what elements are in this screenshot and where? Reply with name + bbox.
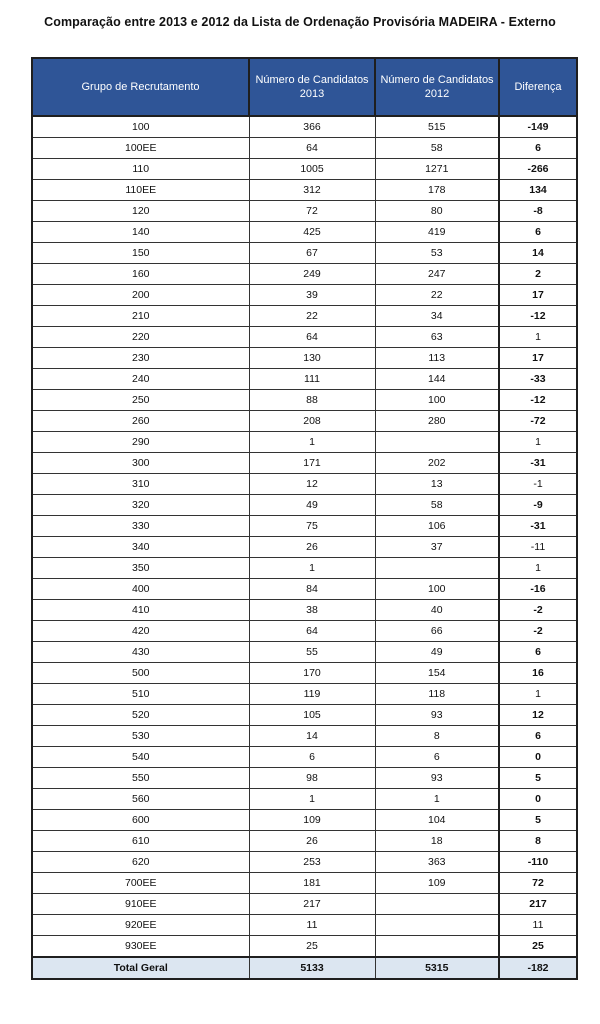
cell-group: 350	[32, 558, 249, 579]
cell-2012: 58	[375, 138, 499, 159]
cell-2013: 111	[249, 369, 375, 390]
cell-2012: 93	[375, 768, 499, 789]
table-row	[32, 852, 577, 873]
cell-group: 160	[32, 264, 249, 285]
cell-2012: 13	[375, 474, 499, 495]
cell-2013: 39	[249, 285, 375, 306]
cell-2013: 312	[249, 180, 375, 201]
table-row	[32, 159, 577, 180]
cell-2012	[375, 915, 499, 936]
cell-diff: 17	[499, 348, 577, 369]
header-2013	[249, 58, 375, 116]
total-2012: 5315	[375, 957, 499, 979]
table-row	[32, 915, 577, 936]
table-row	[32, 306, 577, 327]
cell-group: 420	[32, 621, 249, 642]
table-row	[32, 789, 577, 810]
cell-diff: -1	[499, 474, 577, 495]
cell-2013: 12	[249, 474, 375, 495]
table-row	[32, 600, 577, 621]
cell-2013: 88	[249, 390, 375, 411]
table-row	[32, 537, 577, 558]
table-row	[32, 684, 577, 705]
cell-diff: 6	[499, 726, 577, 747]
cell-2012: 104	[375, 810, 499, 831]
table-row	[32, 768, 577, 789]
cell-2013: 6	[249, 747, 375, 768]
cell-2013: 67	[249, 243, 375, 264]
cell-2012: 66	[375, 621, 499, 642]
cell-2012: 49	[375, 642, 499, 663]
cell-2012: 419	[375, 222, 499, 243]
table-row	[32, 138, 577, 159]
cell-2013: 171	[249, 453, 375, 474]
cell-2012: 106	[375, 516, 499, 537]
cell-diff: 1	[499, 558, 577, 579]
cell-2013: 130	[249, 348, 375, 369]
cell-group: 330	[32, 516, 249, 537]
cell-diff: -266	[499, 159, 577, 180]
cell-2012	[375, 558, 499, 579]
table-row	[32, 222, 577, 243]
cell-diff: -31	[499, 516, 577, 537]
cell-2012: 144	[375, 369, 499, 390]
cell-diff: -12	[499, 390, 577, 411]
cell-2013: 38	[249, 600, 375, 621]
cell-diff: -110	[499, 852, 577, 873]
table-row	[32, 432, 577, 453]
cell-2012: 363	[375, 852, 499, 873]
cell-diff: 134	[499, 180, 577, 201]
cell-2012: 109	[375, 873, 499, 894]
cell-2012: 18	[375, 831, 499, 852]
cell-group: 220	[32, 327, 249, 348]
table-row	[32, 348, 577, 369]
cell-2012: 34	[375, 306, 499, 327]
cell-group: 240	[32, 369, 249, 390]
cell-group: 100	[32, 116, 249, 138]
cell-diff: 5	[499, 810, 577, 831]
cell-group: 520	[32, 705, 249, 726]
cell-diff: 1	[499, 432, 577, 453]
cell-2013: 170	[249, 663, 375, 684]
cell-group: 410	[32, 600, 249, 621]
total-label: Total Geral	[32, 957, 249, 979]
cell-2013: 75	[249, 516, 375, 537]
table-row	[32, 201, 577, 222]
cell-2012: 154	[375, 663, 499, 684]
cell-group: 550	[32, 768, 249, 789]
cell-2012	[375, 432, 499, 453]
cell-diff: -11	[499, 537, 577, 558]
cell-2012	[375, 936, 499, 958]
cell-2013: 217	[249, 894, 375, 915]
table-row	[32, 726, 577, 747]
cell-group: 500	[32, 663, 249, 684]
cell-group: 150	[32, 243, 249, 264]
table-row	[32, 558, 577, 579]
cell-diff: -31	[499, 453, 577, 474]
table-row	[32, 390, 577, 411]
header-2013-line2: 2013	[299, 88, 325, 100]
table-row	[32, 516, 577, 537]
cell-diff: 17	[499, 285, 577, 306]
cell-2013: 64	[249, 327, 375, 348]
table-row	[32, 116, 577, 138]
cell-group: 310	[32, 474, 249, 495]
cell-diff: -16	[499, 579, 577, 600]
cell-2013: 1	[249, 432, 375, 453]
cell-2013: 1	[249, 558, 375, 579]
table-row	[32, 579, 577, 600]
cell-2013: 49	[249, 495, 375, 516]
cell-group: 290	[32, 432, 249, 453]
table-row	[32, 705, 577, 726]
cell-diff: -2	[499, 600, 577, 621]
cell-diff: 16	[499, 663, 577, 684]
cell-diff: -9	[499, 495, 577, 516]
cell-2012: 247	[375, 264, 499, 285]
cell-group: 610	[32, 831, 249, 852]
cell-group: 540	[32, 747, 249, 768]
header-2013-line1: Número de Candidatos	[255, 74, 369, 86]
cell-diff: 11	[499, 915, 577, 936]
cell-2012: 63	[375, 327, 499, 348]
cell-group: 140	[32, 222, 249, 243]
cell-group: 920EE	[32, 915, 249, 936]
cell-group: 930EE	[32, 936, 249, 958]
cell-group: 620	[32, 852, 249, 873]
cell-group: 210	[32, 306, 249, 327]
cell-diff: 6	[499, 138, 577, 159]
table-row	[32, 810, 577, 831]
cell-group: 100EE	[32, 138, 249, 159]
cell-2013: 14	[249, 726, 375, 747]
header-2012	[375, 58, 499, 116]
cell-2013: 64	[249, 621, 375, 642]
cell-2013: 253	[249, 852, 375, 873]
cell-2012: 40	[375, 600, 499, 621]
cell-diff: -33	[499, 369, 577, 390]
cell-2013: 1005	[249, 159, 375, 180]
table-row	[32, 327, 577, 348]
cell-2013: 249	[249, 264, 375, 285]
cell-group: 320	[32, 495, 249, 516]
cell-2012: 80	[375, 201, 499, 222]
table-row	[32, 285, 577, 306]
table-row	[32, 495, 577, 516]
cell-2012: 100	[375, 579, 499, 600]
cell-2013: 1	[249, 789, 375, 810]
cell-diff: 8	[499, 831, 577, 852]
cell-group: 910EE	[32, 894, 249, 915]
table-row	[32, 663, 577, 684]
cell-2013: 72	[249, 201, 375, 222]
cell-diff: -8	[499, 201, 577, 222]
header-diff-label: Diferença	[514, 81, 562, 93]
cell-2013: 22	[249, 306, 375, 327]
table-row	[32, 621, 577, 642]
header-group-label: Grupo de Recrutamento	[81, 81, 200, 93]
header-2012-line1: Número de Candidatos	[380, 74, 494, 86]
cell-group: 120	[32, 201, 249, 222]
cell-2012: 93	[375, 705, 499, 726]
cell-group: 400	[32, 579, 249, 600]
table-row	[32, 180, 577, 201]
cell-2013: 84	[249, 579, 375, 600]
cell-diff: 72	[499, 873, 577, 894]
cell-group: 560	[32, 789, 249, 810]
cell-2012: 178	[375, 180, 499, 201]
comparison-table	[31, 57, 578, 980]
table-row	[32, 474, 577, 495]
cell-2012: 118	[375, 684, 499, 705]
cell-diff: 0	[499, 747, 577, 768]
cell-group: 510	[32, 684, 249, 705]
table-row	[32, 936, 577, 958]
cell-group: 230	[32, 348, 249, 369]
cell-2013: 26	[249, 537, 375, 558]
cell-diff: 2	[499, 264, 577, 285]
cell-group: 600	[32, 810, 249, 831]
header-2012-line2: 2012	[424, 88, 450, 100]
table-row	[32, 411, 577, 432]
cell-group: 430	[32, 642, 249, 663]
cell-diff: 6	[499, 222, 577, 243]
cell-diff: 1	[499, 684, 577, 705]
total-row	[32, 957, 577, 979]
cell-2012: 6	[375, 747, 499, 768]
cell-2012: 280	[375, 411, 499, 432]
cell-diff: 217	[499, 894, 577, 915]
cell-2013: 181	[249, 873, 375, 894]
cell-2013: 25	[249, 936, 375, 958]
cell-2013: 425	[249, 222, 375, 243]
cell-2012: 100	[375, 390, 499, 411]
cell-2012: 37	[375, 537, 499, 558]
total-2013: 5133	[249, 957, 375, 979]
cell-group: 250	[32, 390, 249, 411]
table-row	[32, 873, 577, 894]
cell-2013: 208	[249, 411, 375, 432]
cell-2012: 58	[375, 495, 499, 516]
table-row	[32, 243, 577, 264]
table-header-row	[32, 58, 577, 116]
table-row	[32, 642, 577, 663]
cell-group: 110EE	[32, 180, 249, 201]
cell-group: 700EE	[32, 873, 249, 894]
cell-diff: 0	[499, 789, 577, 810]
cell-group: 110	[32, 159, 249, 180]
cell-2013: 119	[249, 684, 375, 705]
cell-2013: 98	[249, 768, 375, 789]
table-row	[32, 369, 577, 390]
cell-diff: -2	[499, 621, 577, 642]
cell-2012: 113	[375, 348, 499, 369]
cell-diff: -149	[499, 116, 577, 138]
cell-diff: 1	[499, 327, 577, 348]
cell-diff: 12	[499, 705, 577, 726]
cell-2013: 55	[249, 642, 375, 663]
cell-diff: 5	[499, 768, 577, 789]
table-row	[32, 264, 577, 285]
cell-2012: 8	[375, 726, 499, 747]
cell-2012: 515	[375, 116, 499, 138]
table-row	[32, 453, 577, 474]
cell-2013: 105	[249, 705, 375, 726]
page-title: Comparação entre 2013 e 2012 da Lista de Ordenação Provisória MADEIRA - Externo	[44, 15, 556, 29]
cell-2012: 53	[375, 243, 499, 264]
cell-2013: 109	[249, 810, 375, 831]
cell-group: 300	[32, 453, 249, 474]
cell-group: 200	[32, 285, 249, 306]
cell-2013: 11	[249, 915, 375, 936]
header-group	[32, 58, 249, 116]
cell-diff: 14	[499, 243, 577, 264]
cell-group: 340	[32, 537, 249, 558]
cell-diff: 6	[499, 642, 577, 663]
total-diff: -182	[499, 957, 577, 979]
cell-2013: 26	[249, 831, 375, 852]
cell-diff: 25	[499, 936, 577, 958]
cell-2012: 1271	[375, 159, 499, 180]
cell-group: 530	[32, 726, 249, 747]
cell-diff: -12	[499, 306, 577, 327]
table-row	[32, 894, 577, 915]
cell-diff: -72	[499, 411, 577, 432]
cell-2012	[375, 894, 499, 915]
cell-2012: 1	[375, 789, 499, 810]
cell-2013: 64	[249, 138, 375, 159]
cell-group: 260	[32, 411, 249, 432]
cell-2012: 202	[375, 453, 499, 474]
table-row	[32, 831, 577, 852]
header-diff	[499, 58, 577, 116]
cell-2012: 22	[375, 285, 499, 306]
cell-2013: 366	[249, 116, 375, 138]
table-row	[32, 747, 577, 768]
